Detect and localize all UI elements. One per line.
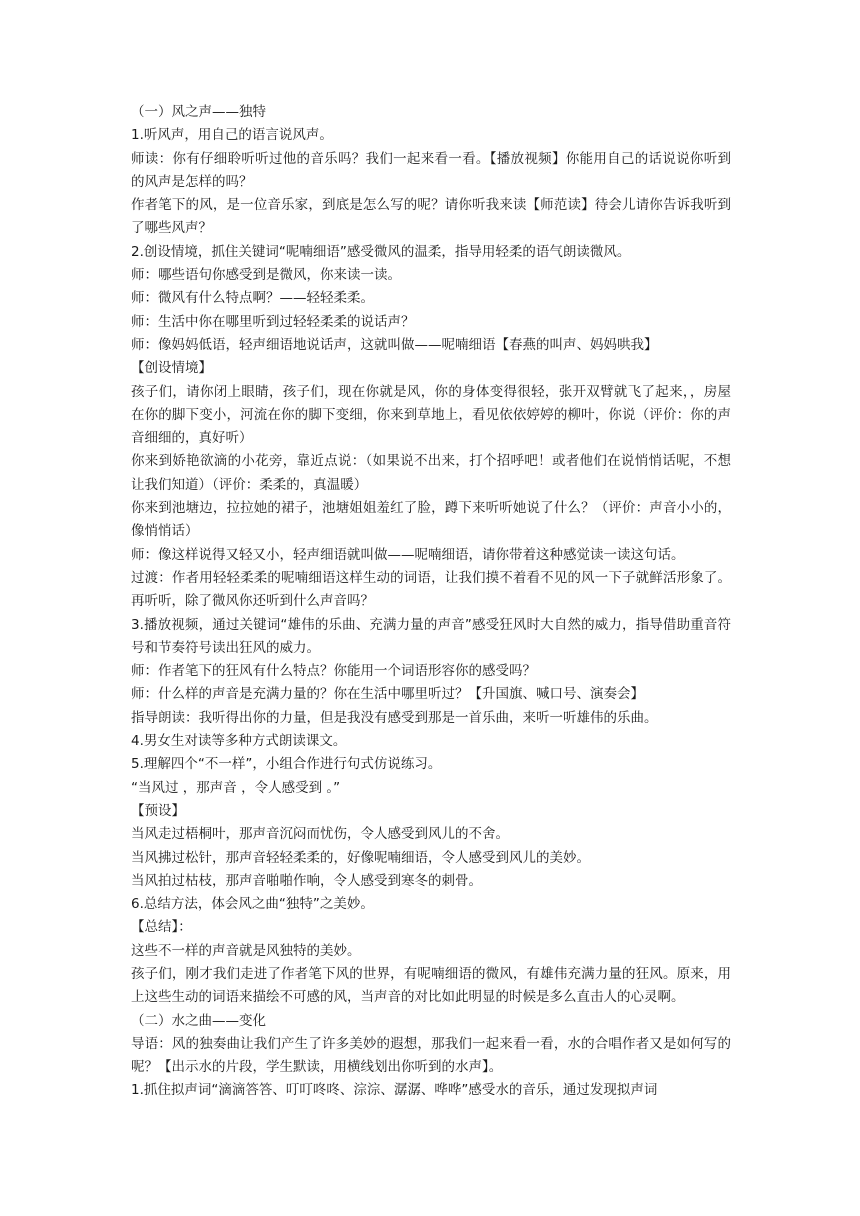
bracket-label: 【总结】：: [131, 919, 192, 936]
bracket-label: 【预设】: [131, 802, 185, 819]
step-5-heading: 5.理解四个“不一样”，小组合作进行句式仿说练习。: [131, 756, 442, 773]
paragraph: 师：像这样说得又轻又小，轻声细语就叫做——呢喃细语，请你带着这种感觉读一读这句话。: [131, 546, 685, 563]
paragraph: 当风拂过松针，那声音轻轻柔柔的，好像呢喃细语，令人感受到风儿的美妙。: [131, 849, 590, 866]
document-body: [131, 101, 731, 1103]
paragraph: 导语：风的独奏曲让我们产生了许多美妙的遐想，那我们一起来看一看，水的合唱作者又是如何写的呢？【出示水的片段，学生默读，用横线划出你听到的水声】。: [131, 1035, 731, 1076]
paragraph: 师：微风有什么特点啊？——轻轻柔柔。: [131, 290, 374, 307]
paragraph: 师：作者笔下的狂风有什么特点？你能用一个词语形容你的感受吗？: [131, 663, 536, 680]
paragraph: 这些不一样的声音就是风独特的美妙。: [131, 942, 361, 959]
paragraph: 当风拍过枯枝，那声音啪啪作响，令人感受到寒冬的刺骨。: [131, 872, 482, 889]
bracket-label: 【创设情境】: [131, 360, 212, 377]
section-heading-water: （二）水之曲——变化: [131, 1012, 266, 1029]
section-heading-wind: （一）风之声——独特: [131, 104, 266, 120]
step-4-heading: 4.男女生对读等多种方式朗读课文。: [131, 733, 347, 750]
paragraph: 师：什么样的声音是充满力量的？你在生活中哪里听过？【升国旗、喊口号、演奏会】: [131, 686, 644, 703]
step-3-heading: 3.播放视频，通过关键词“雄伟的乐曲、充满力量的声音”感受狂风时大自然的威力，指导借助重音符号和节奏符号读出狂风的威力。: [131, 616, 731, 656]
paragraph: 孩子们，刚才我们走进了作者笔下风的世界，有呢喃细语的微风，有雄伟充满力量的狂风。原来，用上这些生动的词语来描绘不可感的风，当声音的对比如此明显的时候是多么直击人的心灵啊。: [131, 965, 731, 1006]
paragraph: 师：生活中你在哪里听到过轻轻柔柔的说话声？: [131, 313, 415, 330]
paragraph: 孩子们，请你闭上眼睛，孩子们，现在你就是风，你的身体变得很轻，张开双臂就飞了起来，，房屋在你的脚下变小，河流在你的脚下变细，你来到草地上，看见依依婷婷的柳叶，你说（评价：你的声音细细的，真好听）: [131, 383, 731, 447]
paragraph: 作者笔下的风，是一位音乐家，到底是怎么写的呢？请你听我来读【师范读】待会儿请你告诉我听到了哪些风声？: [131, 197, 731, 237]
paragraph: 你来到池塘边，拉拉她的裙子，池塘姐姐羞红了脸，蹲下来听听她说了什么？（评价：声音小小的，像悄悄话）: [131, 500, 731, 540]
paragraph: 指导朗读：我听得出你的力量，但是我没有感受到那是一首乐曲，来听一听雄伟的乐曲。: [131, 709, 658, 726]
step-2-heading: 2.创设情境，抓住关键词“呢喃细语”感受微风的温柔，指导用轻柔的语气朗读微风。: [131, 243, 631, 260]
paragraph: 你来到娇艳欲滴的小花旁，靠近点说：（如果说不出来，打个招呼吧！或者他们在说悄悄话呢，不想让我们知道）（评价：柔柔的，真温暖）: [131, 453, 731, 493]
paragraph: 师读：你有仔细聆听听过他的音乐吗？我们一起来看一看。【播放视频】你能用自己的话说说你听到的风声是怎样的吗？: [131, 150, 731, 190]
sentence-pattern: “当风过 ，那声音 ，令人感受到 。”: [131, 779, 341, 796]
paragraph: 师：像妈妈低语，轻声细语地说话声，这就叫做——呢喃细语【春燕的叫声、妈妈哄我】: [131, 336, 658, 353]
paragraph: 当风走过梧桐叶，那声音沉闷而忧伤，令人感受到风儿的不舍。: [131, 826, 509, 843]
step-6-heading: 6.总结方法，体会风之曲“独特”之美妙。: [131, 896, 374, 913]
paragraph: 师：哪些语句你感受到是微风，你来读一读。: [131, 267, 401, 284]
step-1-heading: 1.抓住拟声词“滴滴答答、叮叮咚咚、淙淙、潺潺、哗哗”感受水的音乐，通过发现拟声词: [131, 1082, 658, 1099]
paragraph: 过渡：作者用轻轻柔柔的呢喃细语这样生动的词语，让我们摸不着看不见的风一下子就鲜活形象了。再听听，除了微风你还听到什么声音吗？: [131, 569, 731, 610]
step-1-heading: 1.听风声，用自己的语言说风声。: [131, 127, 333, 144]
